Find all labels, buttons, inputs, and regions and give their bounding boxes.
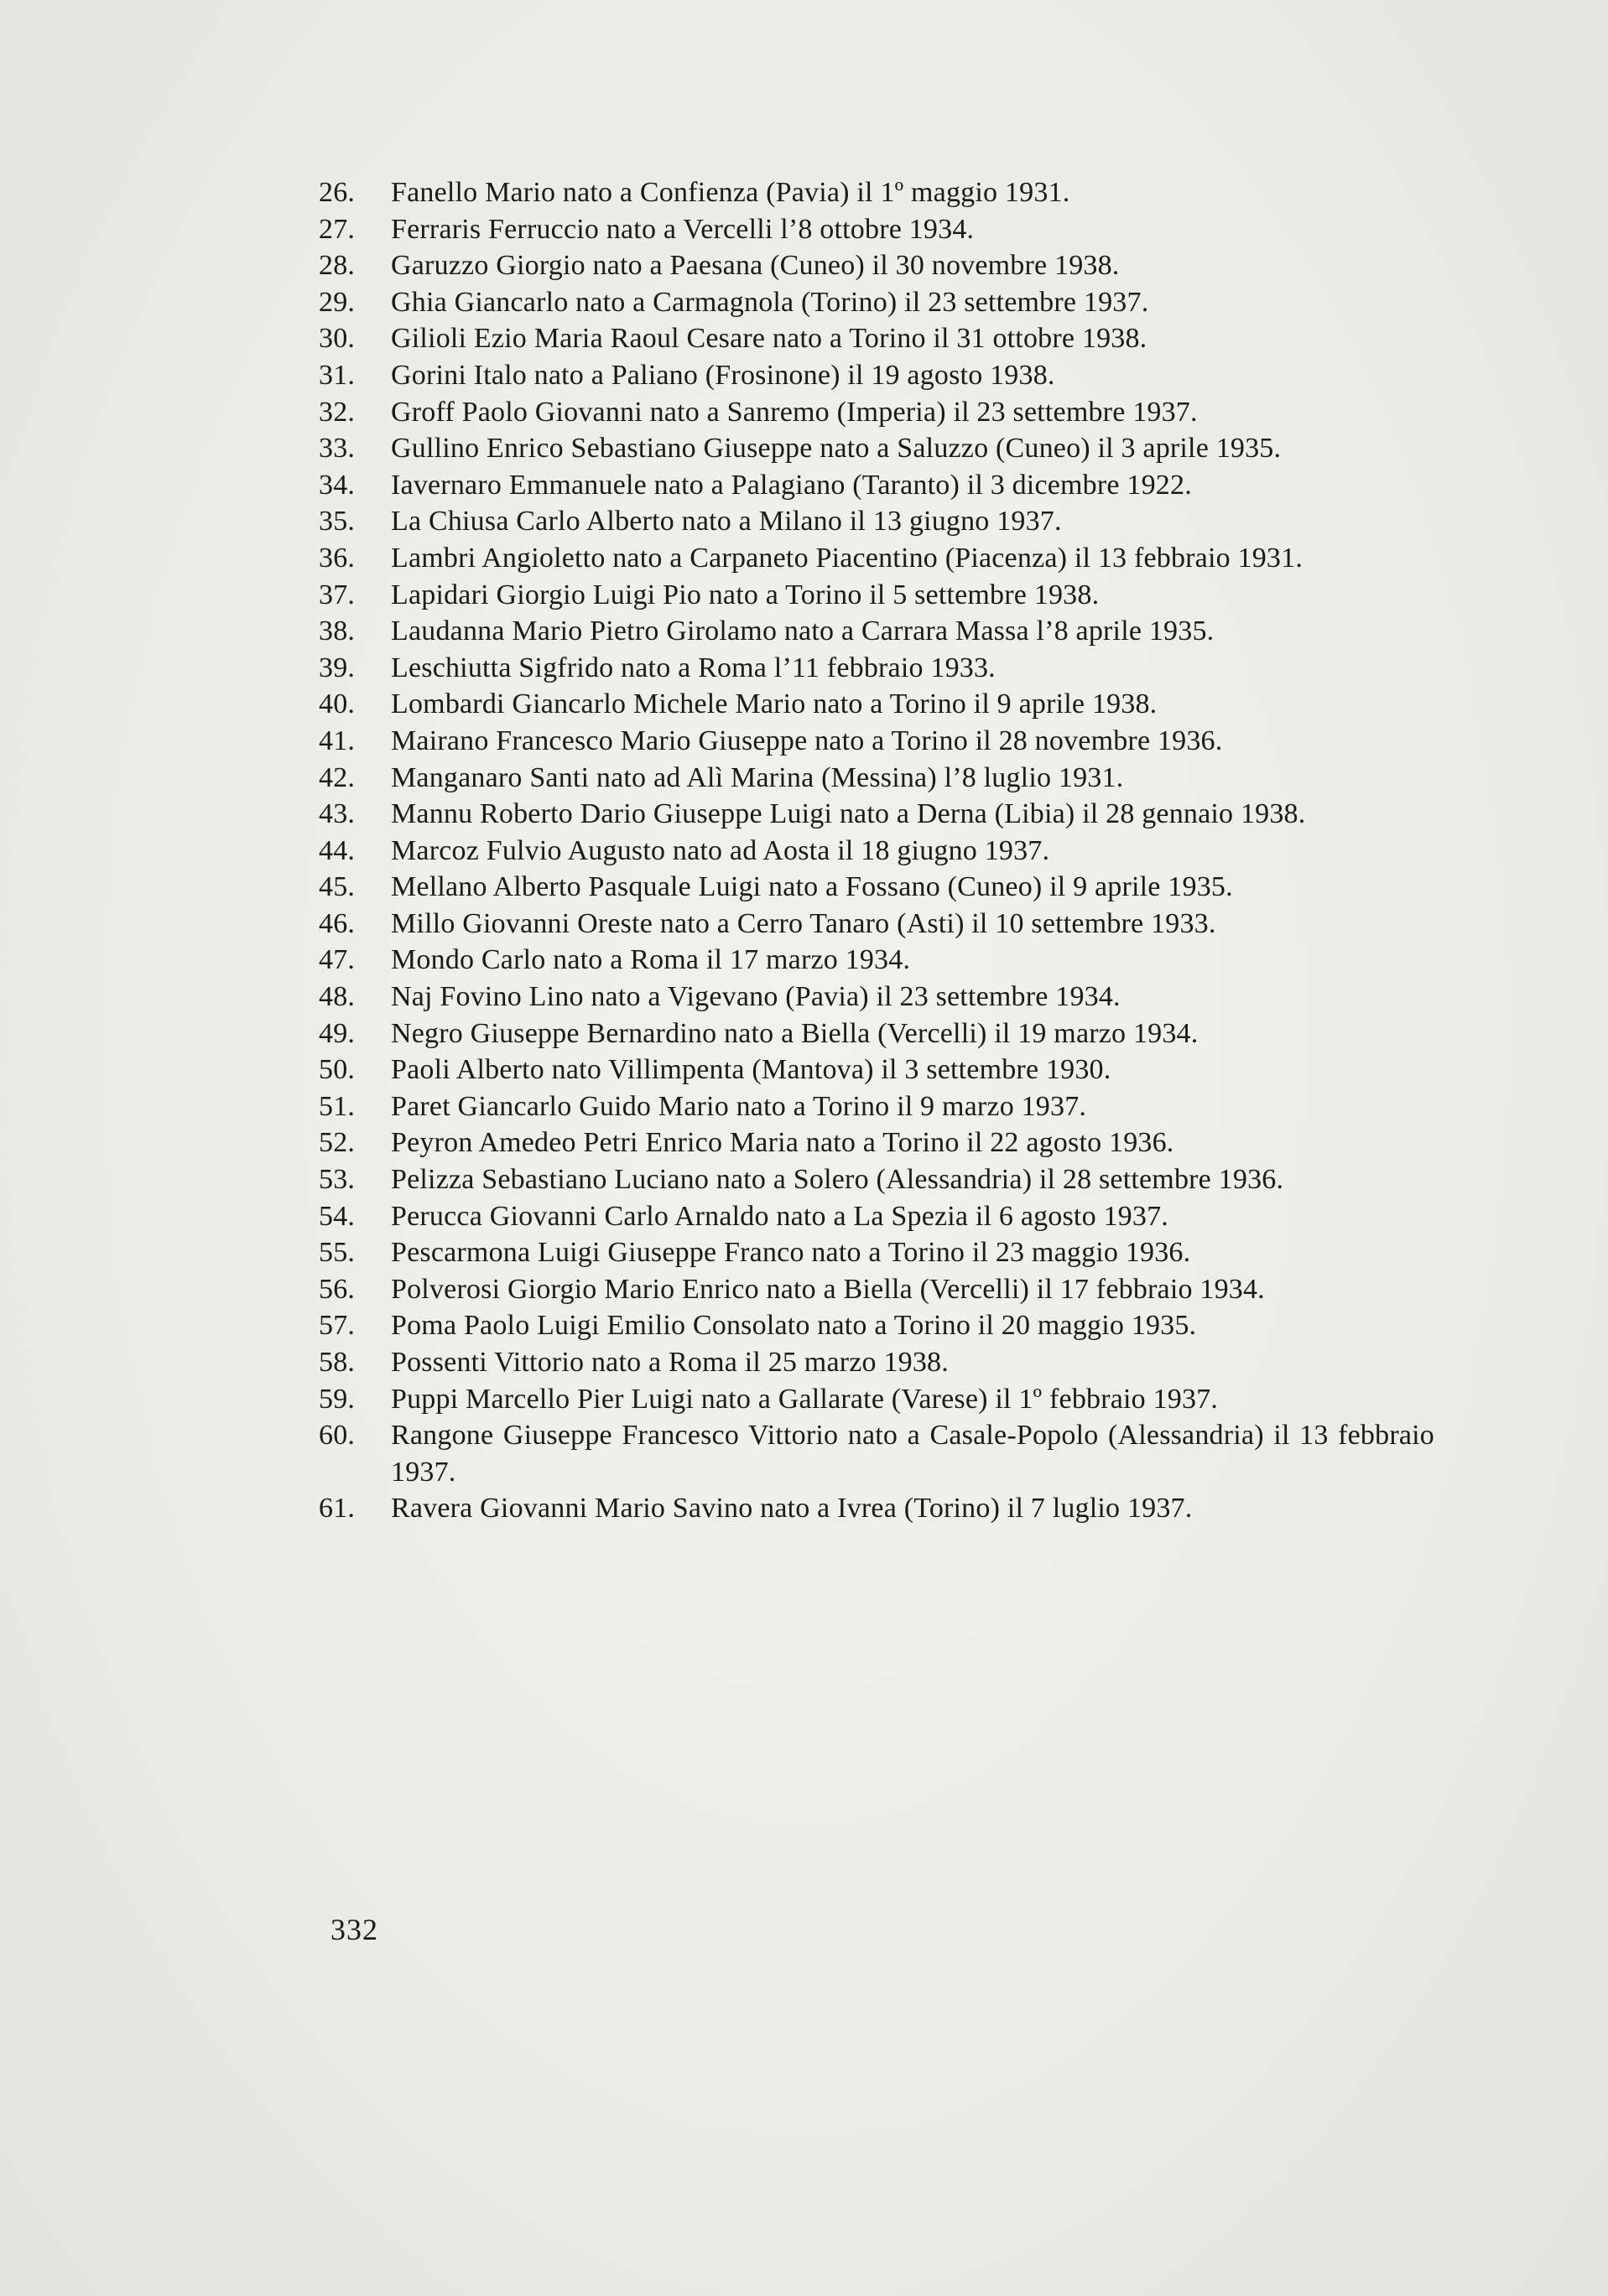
entry-number: 54. [319, 1200, 356, 1232]
list-item [319, 979, 1434, 1016]
entry-number: 36. [319, 542, 356, 574]
entry-number: 52. [319, 1127, 356, 1159]
list-item [319, 1016, 1434, 1052]
entry-text: Poma Paolo Luigi Emilio Consolato nato a Torino il 20 maggio 1935. [391, 1310, 1197, 1342]
list-item [319, 1125, 1434, 1161]
entry-number: 48. [319, 981, 356, 1013]
entry-text: Pescarmona Luigi Giuseppe Franco nato a Torino il 23 maggio 1936. [391, 1237, 1191, 1269]
list-item [319, 320, 1434, 357]
entry-text: Mannu Roberto Dario Giuseppe Luigi nato a Derna (Libia) il 28 gennaio 1938. [391, 798, 1306, 830]
entry-number: 59. [319, 1383, 356, 1415]
entry-text: Fanello Mario nato a Confienza (Pavia) il 1º maggio 1931. [391, 177, 1070, 208]
list-item [319, 1344, 1434, 1381]
list-item [319, 357, 1434, 394]
list-item [319, 247, 1434, 284]
list-item [319, 650, 1434, 687]
entry-text: Mondo Carlo nato a Roma il 17 marzo 1934. [391, 944, 911, 976]
entry-text: Perucca Giovanni Carlo Arnaldo nato a La Spezia il 6 agosto 1937. [391, 1200, 1168, 1232]
entry-text: Polverosi Giorgio Mario Enrico nato a Biella (Vercelli) il 17 febbraio 1934. [391, 1273, 1265, 1305]
entry-number: 34. [319, 469, 356, 501]
entry-number: 61. [319, 1493, 356, 1525]
list-item [319, 211, 1434, 248]
entry-text: Groff Paolo Giovanni nato a Sanremo (Imperia) il 23 settembre 1937. [391, 396, 1198, 428]
name-list [319, 174, 1434, 1527]
entry-number: 43. [319, 798, 356, 830]
entry-number: 51. [319, 1090, 356, 1122]
entry-number: 27. [319, 213, 356, 245]
entry-text: Possenti Vittorio nato a Roma il 25 marzo 1938. [391, 1347, 949, 1378]
entry-number: 32. [319, 396, 356, 428]
entry-text: Peyron Amedeo Petri Enrico Maria nato a Torino il 22 agosto 1936. [391, 1127, 1174, 1159]
list-item [319, 1052, 1434, 1088]
list-item [319, 467, 1434, 504]
entry-text: Gullino Enrico Sebastiano Giuseppe nato a Saluzzo (Cuneo) il 3 aprile 1935. [391, 433, 1282, 465]
entry-text: Iavernaro Emmanuele nato a Palagiano (Taranto) il 3 dicembre 1922. [391, 469, 1192, 501]
entry-text: Mairano Francesco Mario Giuseppe nato a Torino il 28 novembre 1936. [391, 725, 1223, 756]
entry-number: 50. [319, 1054, 356, 1086]
list-item [319, 1271, 1434, 1308]
list-item [319, 394, 1434, 431]
entry-number: 29. [319, 286, 356, 318]
list-item [319, 1234, 1434, 1271]
list-item [319, 686, 1434, 723]
list-item [319, 1198, 1434, 1235]
entry-text: Garuzzo Giorgio nato a Paesana (Cuneo) il 30 novembre 1938. [391, 250, 1120, 282]
entry-text: Negro Giuseppe Bernardino nato a Biella (Vercelli) il 19 marzo 1934. [391, 1017, 1199, 1049]
page-number: 332 [330, 1913, 378, 1946]
list-item [319, 796, 1434, 833]
entry-number: 26. [319, 177, 356, 208]
entry-number: 28. [319, 250, 356, 282]
list-item [319, 284, 1434, 321]
entry-number: 42. [319, 761, 356, 793]
list-item [319, 1307, 1434, 1344]
entry-number: 57. [319, 1310, 356, 1342]
list-item [319, 1417, 1434, 1490]
entry-number: 56. [319, 1273, 356, 1305]
entry-text: Gilioli Ezio Maria Raoul Cesare nato a Torino il 31 ottobre 1938. [391, 323, 1147, 355]
list-item [319, 503, 1434, 540]
entry-text: Ghia Giancarlo nato a Carmagnola (Torino) il 23 settembre 1937. [391, 286, 1149, 318]
list-item [319, 833, 1434, 870]
entry-number: 49. [319, 1017, 356, 1049]
entry-text: Marcoz Fulvio Augusto nato ad Aosta il 18 giugno 1937. [391, 834, 1050, 866]
entry-number: 35. [319, 506, 356, 538]
entry-text: Laudanna Mario Pietro Girolamo nato a Carrara Massa l’8 aprile 1935. [391, 616, 1215, 647]
entry-text: Millo Giovanni Oreste nato a Cerro Tanaro (Asti) il 10 settembre 1933. [391, 907, 1216, 939]
list-item [319, 1161, 1434, 1198]
entry-text: Puppi Marcello Pier Luigi nato a Gallarate (Varese) il 1º febbraio 1937. [391, 1383, 1219, 1415]
entry-number: 55. [319, 1237, 356, 1269]
list-item [319, 1381, 1434, 1418]
list-item [319, 1490, 1434, 1527]
entry-text: Gorini Italo nato a Paliano (Frosinone) il 19 agosto 1938. [391, 359, 1055, 391]
entry-number: 37. [319, 579, 356, 610]
entry-text: Lapidari Giorgio Luigi Pio nato a Torino il 5 settembre 1938. [391, 579, 1100, 610]
list-item [319, 540, 1434, 577]
entry-number: 45. [319, 871, 356, 903]
entry-text: Leschiutta Sigfrido nato a Roma l’11 febbraio 1933. [391, 652, 996, 683]
entry-text: Mellano Alberto Pasquale Luigi nato a Fossano (Cuneo) il 9 aprile 1935. [391, 871, 1233, 903]
entry-text: Ferraris Ferruccio nato a Vercelli l’8 ottobre 1934. [391, 213, 975, 245]
entry-number: 41. [319, 725, 356, 756]
list-item [319, 613, 1434, 650]
list-item [319, 760, 1434, 797]
entry-number: 53. [319, 1164, 356, 1196]
entry-number: 40. [319, 688, 356, 720]
entry-text: Lombardi Giancarlo Michele Mario nato a Torino il 9 aprile 1938. [391, 688, 1158, 720]
list-item [319, 942, 1434, 979]
entry-text: Paret Giancarlo Guido Mario nato a Torino il 9 marzo 1937. [391, 1090, 1087, 1122]
list-item [319, 174, 1434, 211]
entry-text: Ravera Giovanni Mario Savino nato a Ivrea (Torino) il 7 luglio 1937. [391, 1493, 1193, 1525]
entry-text: Manganaro Santi nato ad Alì Marina (Messina) l’8 luglio 1931. [391, 761, 1124, 793]
entry-number: 47. [319, 944, 356, 976]
entry-text: Paoli Alberto nato Villimpenta (Mantova) il 3 settembre 1930. [391, 1054, 1111, 1086]
list-item [319, 577, 1434, 614]
entry-number: 58. [319, 1347, 356, 1378]
entry-number: 46. [319, 907, 356, 939]
entry-text: La Chiusa Carlo Alberto nato a Milano il 13 giugno 1937. [391, 506, 1062, 538]
list-item [319, 723, 1434, 760]
list-item [319, 430, 1434, 467]
entry-text: Naj Fovino Lino nato a Vigevano (Pavia) il 23 settembre 1934. [391, 981, 1121, 1013]
list-item [319, 906, 1434, 943]
entry-number: 38. [319, 616, 356, 647]
entry-number: 31. [319, 359, 356, 391]
entry-number: 30. [319, 323, 356, 355]
list-item [319, 869, 1434, 906]
list-item [319, 1088, 1434, 1125]
entry-number: 33. [319, 433, 356, 465]
entry-number: 44. [319, 834, 356, 866]
entry-text: Pelizza Sebastiano Luciano nato a Solero (Alessandria) il 28 settembre 1936. [391, 1164, 1284, 1196]
entry-text: Lambri Angioletto nato a Carpaneto Piacentino (Piacenza) il 13 febbraio 1931. [391, 542, 1304, 574]
entry-number: 39. [319, 652, 356, 683]
entry-text: Rangone Giuseppe Francesco Vittorio nato a Casale-Popolo (Alessandria) il 13 febbraio 1937. [391, 1420, 1434, 1488]
entry-number: 60. [319, 1420, 356, 1452]
